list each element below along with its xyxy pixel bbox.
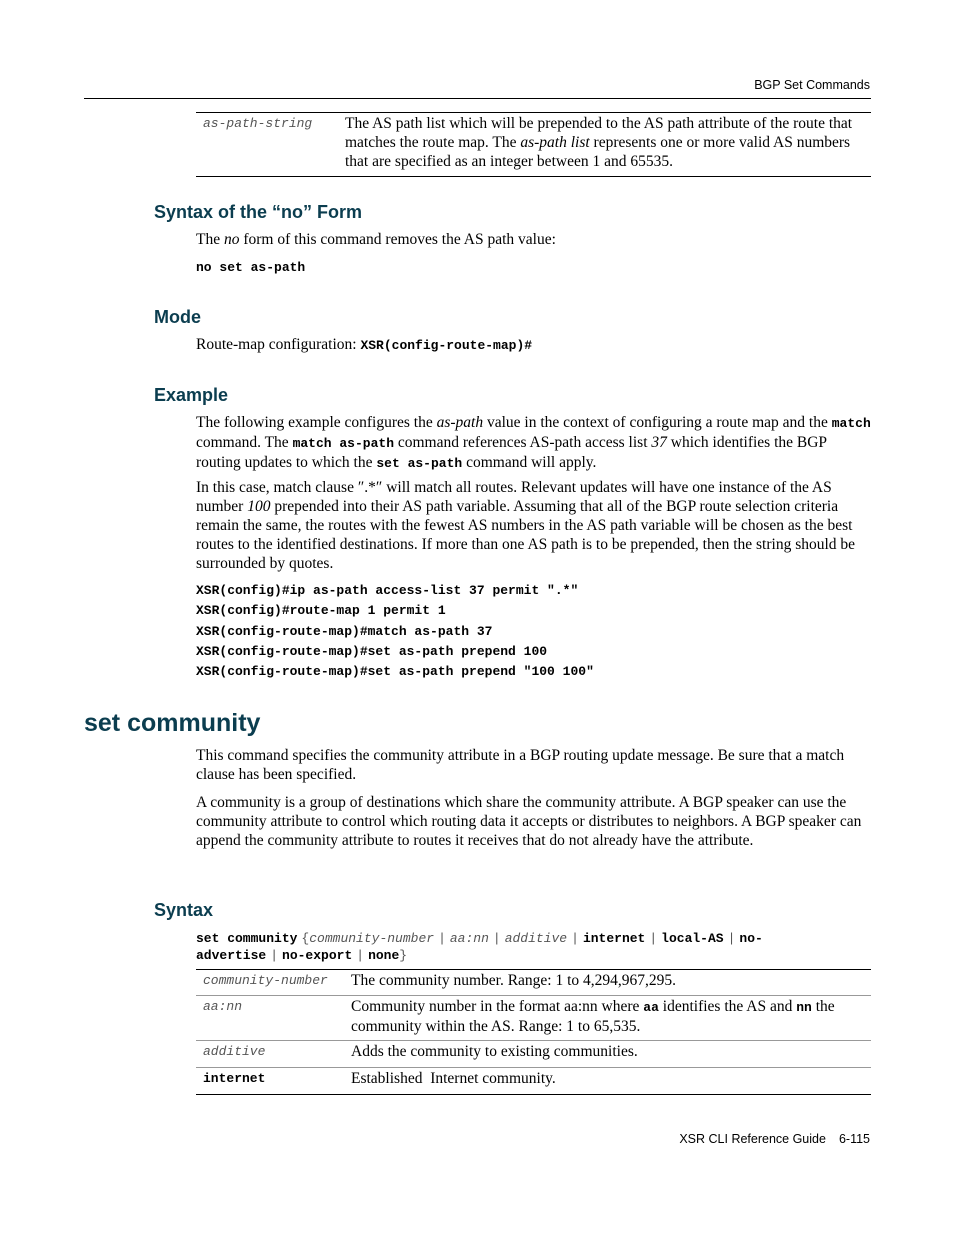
param-community-number-desc: The community number. Range: 1 to 4,294,967,295. [351,972,677,989]
code-line: XSR(config-route-map)#match as-path 37 [196,624,493,639]
page-number: 6-115 [838,1132,870,1146]
params-table-top-rule [196,969,871,970]
param-aa-nn-desc: Community number in the format aa:nn where aa identifies the AS and nn the community within the AS. Range: 1 to 65,535. [351,998,835,1035]
set-community-paragraph-2: A community is a group of destinations which share the community attribute. A BGP speaker can use the community attribute to control which routing data it accepts or distributes to neighbors. A BGP speaker can append the community attribute to routes it receives that do not already have the attribute. [196,794,862,849]
param-aa-nn: aa:nn [203,999,243,1014]
example-paragraph-1: The following example configures the as-path value in the context of configuring a route map and the match command. The match as-path command references AS-path access list 37 which identifies the BGP routing updates to which the set as-path command will apply. [196,414,871,471]
code-line: XSR(config-route-map)#set as-path prepend "100 100" [196,664,594,679]
section-title-set-community: set community [84,709,261,737]
param-as-path-string-desc: The AS path list which will be prepended to the AS path attribute of the route that matches the route map. The as-path list represents one or more valid AS numbers that are specified as an integer between 1 and 65535. [345,115,853,170]
mode-prompt: XSR(config-route-map)# [360,338,533,353]
syntax-heading: Syntax [154,900,214,920]
header-rule [84,98,871,99]
param-as-path-string: as-path-string [203,116,313,131]
set-community-paragraph-1: This command specifies the community attribute in a BGP routing update message. Be sure that a match clause has been specified. [196,747,845,783]
running-header: BGP Set Commands [754,78,870,92]
code-line: XSR(config-route-map)#set as-path prepend 100 [196,644,548,659]
footer-guide-title: XSR CLI Reference Guide [679,1132,826,1146]
table-bottom-rule [196,176,871,177]
page-footer [679,1132,870,1146]
param-community-number: community-number [203,973,328,988]
no-form-heading: Syntax of the “no” Form [154,202,363,222]
mode-heading: Mode [154,307,201,327]
param-internet-desc: Established Internet community. [351,1070,556,1087]
table-top-rule [196,112,871,113]
no-form-text: The no form of this command removes the AS path value: [196,231,556,248]
param-additive: additive [203,1044,266,1059]
syntax-line-2: advertise | no-export | none} [196,948,408,963]
params-table-row-rule [196,1067,871,1068]
params-table-row-rule [196,1040,871,1041]
example-heading: Example [154,385,229,405]
example-paragraph-2: In this case, match clause ″.*″ will match all routes. Relevant updates will have one instance of the AS number 100 prepended into their AS path variable. Assuming that all of the BGP route selection criteria remain the same, the routes with the fewest AS numbers in the AS path variable will be chosen as the best routes to the identified destinations. If more than one AS path is to be prepended, then the string should be surrounded by quotes. [196,479,856,572]
param-internet: internet [203,1071,266,1086]
syntax-line-1: set community {community-number | aa:nn | additive | internet | local-AS | no- [196,931,763,946]
param-additive-desc: Adds the community to existing communities. [351,1043,638,1060]
no-form-command: no set as-path [196,260,306,275]
code-line: XSR(config)#route-map 1 permit 1 [196,603,446,618]
params-table-row-rule [196,995,871,996]
code-line: XSR(config)#ip as-path access-list 37 permit ".*" [196,583,579,598]
mode-text: Route-map configuration: XSR(config-route-map)# [196,336,533,353]
params-table-bottom-rule [196,1094,871,1095]
